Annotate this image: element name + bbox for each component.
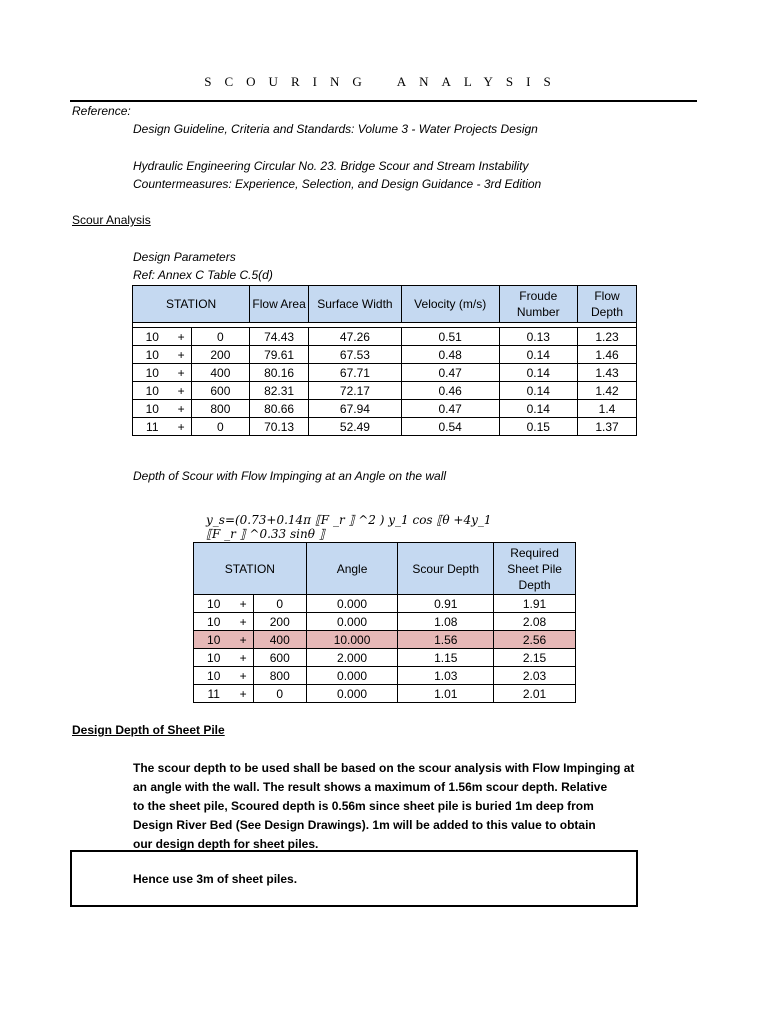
- depth-of-scour-heading: Depth of Scour with Flow Impinging at an Angle on the wall: [133, 469, 447, 483]
- station-b: 600: [191, 382, 250, 400]
- table-row: [133, 418, 637, 436]
- velocity: 0.46: [401, 382, 499, 400]
- flow-area: 80.66: [250, 400, 309, 418]
- surface-width: 67.94: [309, 400, 402, 418]
- station-b: 0: [253, 685, 306, 703]
- flow-depth: 1.42: [578, 382, 637, 400]
- required-depth: 2.56: [494, 631, 576, 649]
- station-a: 10: [133, 382, 172, 400]
- station-plus: +: [172, 418, 192, 436]
- title-word-2: ANALYSIS: [396, 74, 564, 89]
- flow-area: 79.61: [250, 346, 309, 364]
- design-depth-paragraph: [133, 759, 643, 854]
- station-b: 0: [253, 595, 306, 613]
- station-b: 0: [191, 328, 250, 346]
- angle: 0.000: [306, 667, 398, 685]
- table-row: [133, 382, 637, 400]
- table-row: [133, 364, 637, 382]
- header-scour-depth: Scour Depth: [398, 543, 494, 595]
- table-row: [133, 346, 637, 364]
- table-row: [133, 328, 637, 346]
- station-plus: +: [233, 667, 253, 685]
- froude-number: 0.14: [499, 400, 578, 418]
- station-a: 10: [194, 649, 234, 667]
- scour-depth: 1.15: [398, 649, 494, 667]
- reference-label: Reference:: [72, 104, 131, 118]
- velocity: 0.51: [401, 328, 499, 346]
- station-a: 10: [133, 328, 172, 346]
- title-word-1: SCOURING: [204, 74, 375, 89]
- design-parameters-table: [132, 285, 637, 436]
- station-a: 11: [194, 685, 234, 703]
- scour-depth: 1.03: [398, 667, 494, 685]
- header-froude: Froude Number: [499, 286, 578, 323]
- reference-line-1: Design Guideline, Criteria and Standards: Volume 3 - Water Projects Design: [133, 122, 538, 136]
- station-plus: +: [233, 631, 253, 649]
- froude-number: 0.13: [499, 328, 578, 346]
- station-a: 11: [133, 418, 172, 436]
- table-row: [194, 685, 576, 703]
- angle: 0.000: [306, 685, 398, 703]
- station-b: 800: [253, 667, 306, 685]
- station-a: 10: [194, 613, 234, 631]
- required-depth: 2.03: [494, 667, 576, 685]
- scour-depth-table: [193, 542, 576, 703]
- table-row: [194, 613, 576, 631]
- conclusion-box: [70, 850, 638, 907]
- station-plus: +: [172, 382, 192, 400]
- froude-number: 0.14: [499, 346, 578, 364]
- station-b: 200: [253, 613, 306, 631]
- header-velocity: Velocity (m/s): [401, 286, 499, 323]
- station-plus: +: [233, 595, 253, 613]
- froude-number: 0.14: [499, 382, 578, 400]
- table-row: [194, 649, 576, 667]
- station-a: 10: [194, 667, 234, 685]
- flow-depth: 1.23: [578, 328, 637, 346]
- station-plus: +: [233, 649, 253, 667]
- scour-depth: 0.91: [398, 595, 494, 613]
- paragraph-line: Design River Bed (See Design Drawings). 1m will be added to this value to obtain: [133, 818, 596, 832]
- scour-depth: 1.01: [398, 685, 494, 703]
- paragraph-line: to the sheet pile, Scoured depth is 0.56m since sheet pile is buried 1m deep from: [133, 799, 594, 813]
- station-b: 400: [191, 364, 250, 382]
- station-plus: +: [233, 613, 253, 631]
- table-row: [133, 400, 637, 418]
- page-title: [0, 74, 768, 90]
- title-rule: [70, 100, 697, 102]
- station-a: 10: [133, 364, 172, 382]
- paragraph-line: The scour depth to be used shall be based on the scour analysis with Flow Impinging at: [133, 761, 635, 775]
- paragraph-line: our design depth for sheet piles.: [133, 837, 319, 851]
- scour-analysis-heading: Scour Analysis: [72, 213, 151, 227]
- station-plus: +: [172, 346, 192, 364]
- flow-area: 74.43: [250, 328, 309, 346]
- surface-width: 52.49: [309, 418, 402, 436]
- design-parameters-ref: Ref: Annex C Table C.5(d): [133, 268, 273, 282]
- froude-number: 0.15: [499, 418, 578, 436]
- header-surface-width: Surface Width: [309, 286, 402, 323]
- required-depth: 2.08: [494, 613, 576, 631]
- station-a: 10: [133, 346, 172, 364]
- velocity: 0.47: [401, 364, 499, 382]
- flow-area: 70.13: [250, 418, 309, 436]
- station-plus: +: [172, 328, 192, 346]
- flow-depth: 1.43: [578, 364, 637, 382]
- reference-line-3: Countermeasures: Experience, Selection, and Design Guidance - 3rd Edition: [133, 177, 542, 191]
- angle: 0.000: [306, 595, 398, 613]
- required-depth: 2.01: [494, 685, 576, 703]
- station-b: 800: [191, 400, 250, 418]
- header-flow-area: Flow Area: [250, 286, 309, 323]
- table-row: [194, 667, 576, 685]
- surface-width: 67.71: [309, 364, 402, 382]
- scour-formula-line-1: y_s=(0.73+0.14π ⟦F _r ⟧ ^2 ) y_1 cos ⟦θ +4y_1: [206, 513, 492, 527]
- velocity: 0.54: [401, 418, 499, 436]
- angle: 2.000: [306, 649, 398, 667]
- angle: 10.000: [306, 631, 398, 649]
- reference-line-2: Hydraulic Engineering Circular No. 23. Bridge Scour and Stream Instability: [133, 159, 529, 173]
- table-row-highlighted: [194, 631, 576, 649]
- paragraph-line: an angle with the wall. The result shows a maximum of 1.56m scour depth. Relative: [133, 780, 608, 794]
- table-header-row: [133, 286, 637, 323]
- station-b: 0: [191, 418, 250, 436]
- station-b: 200: [191, 346, 250, 364]
- angle: 0.000: [306, 613, 398, 631]
- station-plus: +: [233, 685, 253, 703]
- flow-depth: 1.37: [578, 418, 637, 436]
- scour-formula-line-2: ⟦F _r ⟧ ^0.33 sinθ ⟧: [206, 527, 325, 541]
- station-a: 10: [133, 400, 172, 418]
- surface-width: 72.17: [309, 382, 402, 400]
- station-a: 10: [194, 595, 234, 613]
- surface-width: 47.26: [309, 328, 402, 346]
- conclusion-text: Hence use 3m of sheet piles.: [133, 872, 298, 886]
- velocity: 0.48: [401, 346, 499, 364]
- table-row: [194, 595, 576, 613]
- station-plus: +: [172, 364, 192, 382]
- surface-width: 67.53: [309, 346, 402, 364]
- station-a: 10: [194, 631, 234, 649]
- flow-depth: 1.4: [578, 400, 637, 418]
- scour-depth: 1.56: [398, 631, 494, 649]
- scour-depth: 1.08: [398, 613, 494, 631]
- design-depth-heading: Design Depth of Sheet Pile: [72, 723, 225, 737]
- header-flow-depth: Flow Depth: [578, 286, 637, 323]
- required-depth: 2.15: [494, 649, 576, 667]
- table-header-row: [194, 543, 576, 595]
- flow-area: 82.31: [250, 382, 309, 400]
- froude-number: 0.14: [499, 364, 578, 382]
- header-station: STATION: [133, 286, 250, 323]
- header-station: STATION: [194, 543, 307, 595]
- station-b: 400: [253, 631, 306, 649]
- flow-depth: 1.46: [578, 346, 637, 364]
- flow-area: 80.16: [250, 364, 309, 382]
- station-b: 600: [253, 649, 306, 667]
- header-angle: Angle: [306, 543, 398, 595]
- station-plus: +: [172, 400, 192, 418]
- header-required-sheet-pile-depth: Required Sheet Pile Depth: [494, 543, 576, 595]
- design-parameters-title: Design Parameters: [133, 250, 236, 264]
- velocity: 0.47: [401, 400, 499, 418]
- required-depth: 1.91: [494, 595, 576, 613]
